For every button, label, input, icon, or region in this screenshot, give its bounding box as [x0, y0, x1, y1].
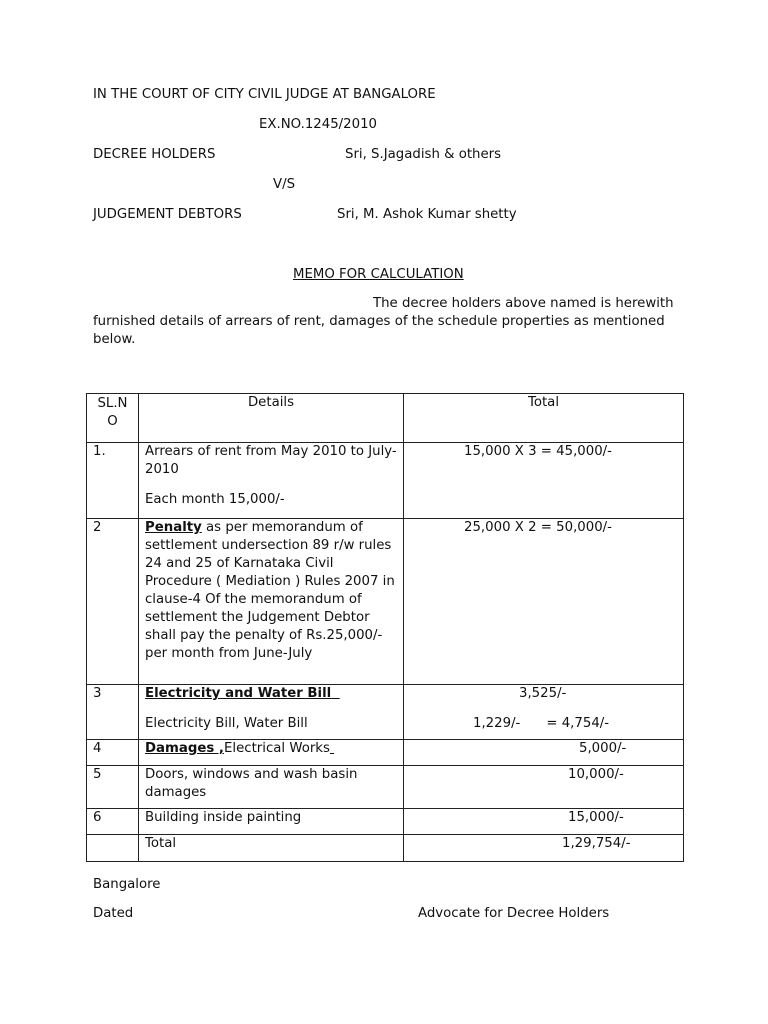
row-details: Doors, windows and wash basin damages: [139, 766, 404, 809]
row-slno: 6: [87, 809, 139, 835]
judgement-debtors-label: JUDGEMENT DEBTORS: [93, 207, 242, 222]
table-row-total: [87, 835, 684, 862]
row-details: [139, 685, 404, 740]
row-slno: 1.: [87, 443, 139, 519]
row-total: [404, 835, 684, 862]
court-heading: IN THE COURT OF CITY CIVIL JUDGE AT BANGALORE: [93, 87, 436, 102]
table-header-row: [87, 394, 684, 443]
memo-title: MEMO FOR CALCULATION: [293, 267, 464, 282]
row-total-value: 15,000 X 3 = 45,000/-: [464, 444, 612, 459]
dated-label: Dated: [93, 906, 134, 921]
row-details: [139, 740, 404, 766]
table-row: [87, 443, 684, 519]
row-total: [404, 443, 684, 519]
decree-holders-name: Sri, S.Jagadish & others: [345, 147, 502, 162]
row-total-value: 3,525/-: [519, 686, 567, 701]
row-details: Building inside painting: [139, 809, 404, 835]
row-details: [139, 519, 404, 685]
row-details-note: Each month 15,000/-: [145, 492, 285, 507]
row-slno: [87, 835, 139, 862]
row-slno: 3: [87, 685, 139, 740]
header-total: Total: [404, 394, 684, 443]
row-total: [404, 685, 684, 740]
table-row: [87, 809, 684, 835]
electricity-water-sum: = 4,754/-: [546, 716, 610, 731]
row-details-text: Arrears of rent from May 2010 to July-2010: [145, 444, 397, 477]
row-details-note: Electricity Bill, Water Bill: [145, 716, 308, 731]
row-slno: 4: [87, 740, 139, 766]
grand-total-value: 1,29,754/-: [562, 836, 631, 851]
row-total: [404, 766, 684, 809]
judgement-debtors-name: Sri, M. Ashok Kumar shetty: [337, 207, 517, 222]
row-slno: 5: [87, 766, 139, 809]
decree-holders-label: DECREE HOLDERS: [93, 147, 216, 162]
electricity-label: Electricity and Water Bill: [145, 686, 332, 701]
penalty-label: Penalty: [145, 520, 202, 535]
versus: V/S: [273, 177, 296, 192]
calculation-table: [86, 393, 684, 862]
damages-text: Electrical Works: [223, 741, 330, 756]
signatory: Advocate for Decree Holders: [418, 906, 610, 921]
water-bill-value: 1,229/-: [473, 716, 521, 731]
row-total-value: 15,000/-: [568, 810, 624, 825]
table-row: [87, 740, 684, 766]
table-row: [87, 766, 684, 809]
intro-paragraph: The decree holders above named is herewith furnished details of arrears of rent, damages of the schedule properties as mentioned below.: [93, 296, 674, 347]
place: Bangalore: [93, 877, 161, 892]
damages-label: Damages ,: [145, 741, 224, 756]
table-row: [87, 685, 684, 740]
case-number: EX.NO.1245/2010: [259, 117, 377, 132]
penalty-text: as per memorandum of settlement undersection 89 r/w rules 24 and 25 of Karnataka Civil Procedure ( Mediation ) Rules 2007 in clause-4 Of the memorandum of settlement the Judgement Debtor shall pay the penalty of Rs.25,000/- per month from June-July: [145, 520, 395, 661]
row-total: [404, 809, 684, 835]
table-row: [87, 519, 684, 685]
header-details: Details: [139, 394, 404, 443]
header-slno: SL.NO: [87, 394, 139, 443]
row-total: [404, 740, 684, 766]
row-details: Total: [139, 835, 404, 862]
row-total-value: 25,000 X 2 = 50,000/-: [464, 520, 612, 535]
row-total-value: 10,000/-: [568, 767, 624, 782]
row-total: [404, 519, 684, 685]
row-total-value: 5,000/-: [579, 741, 627, 756]
row-slno: 2: [87, 519, 139, 685]
row-details: [139, 443, 404, 519]
